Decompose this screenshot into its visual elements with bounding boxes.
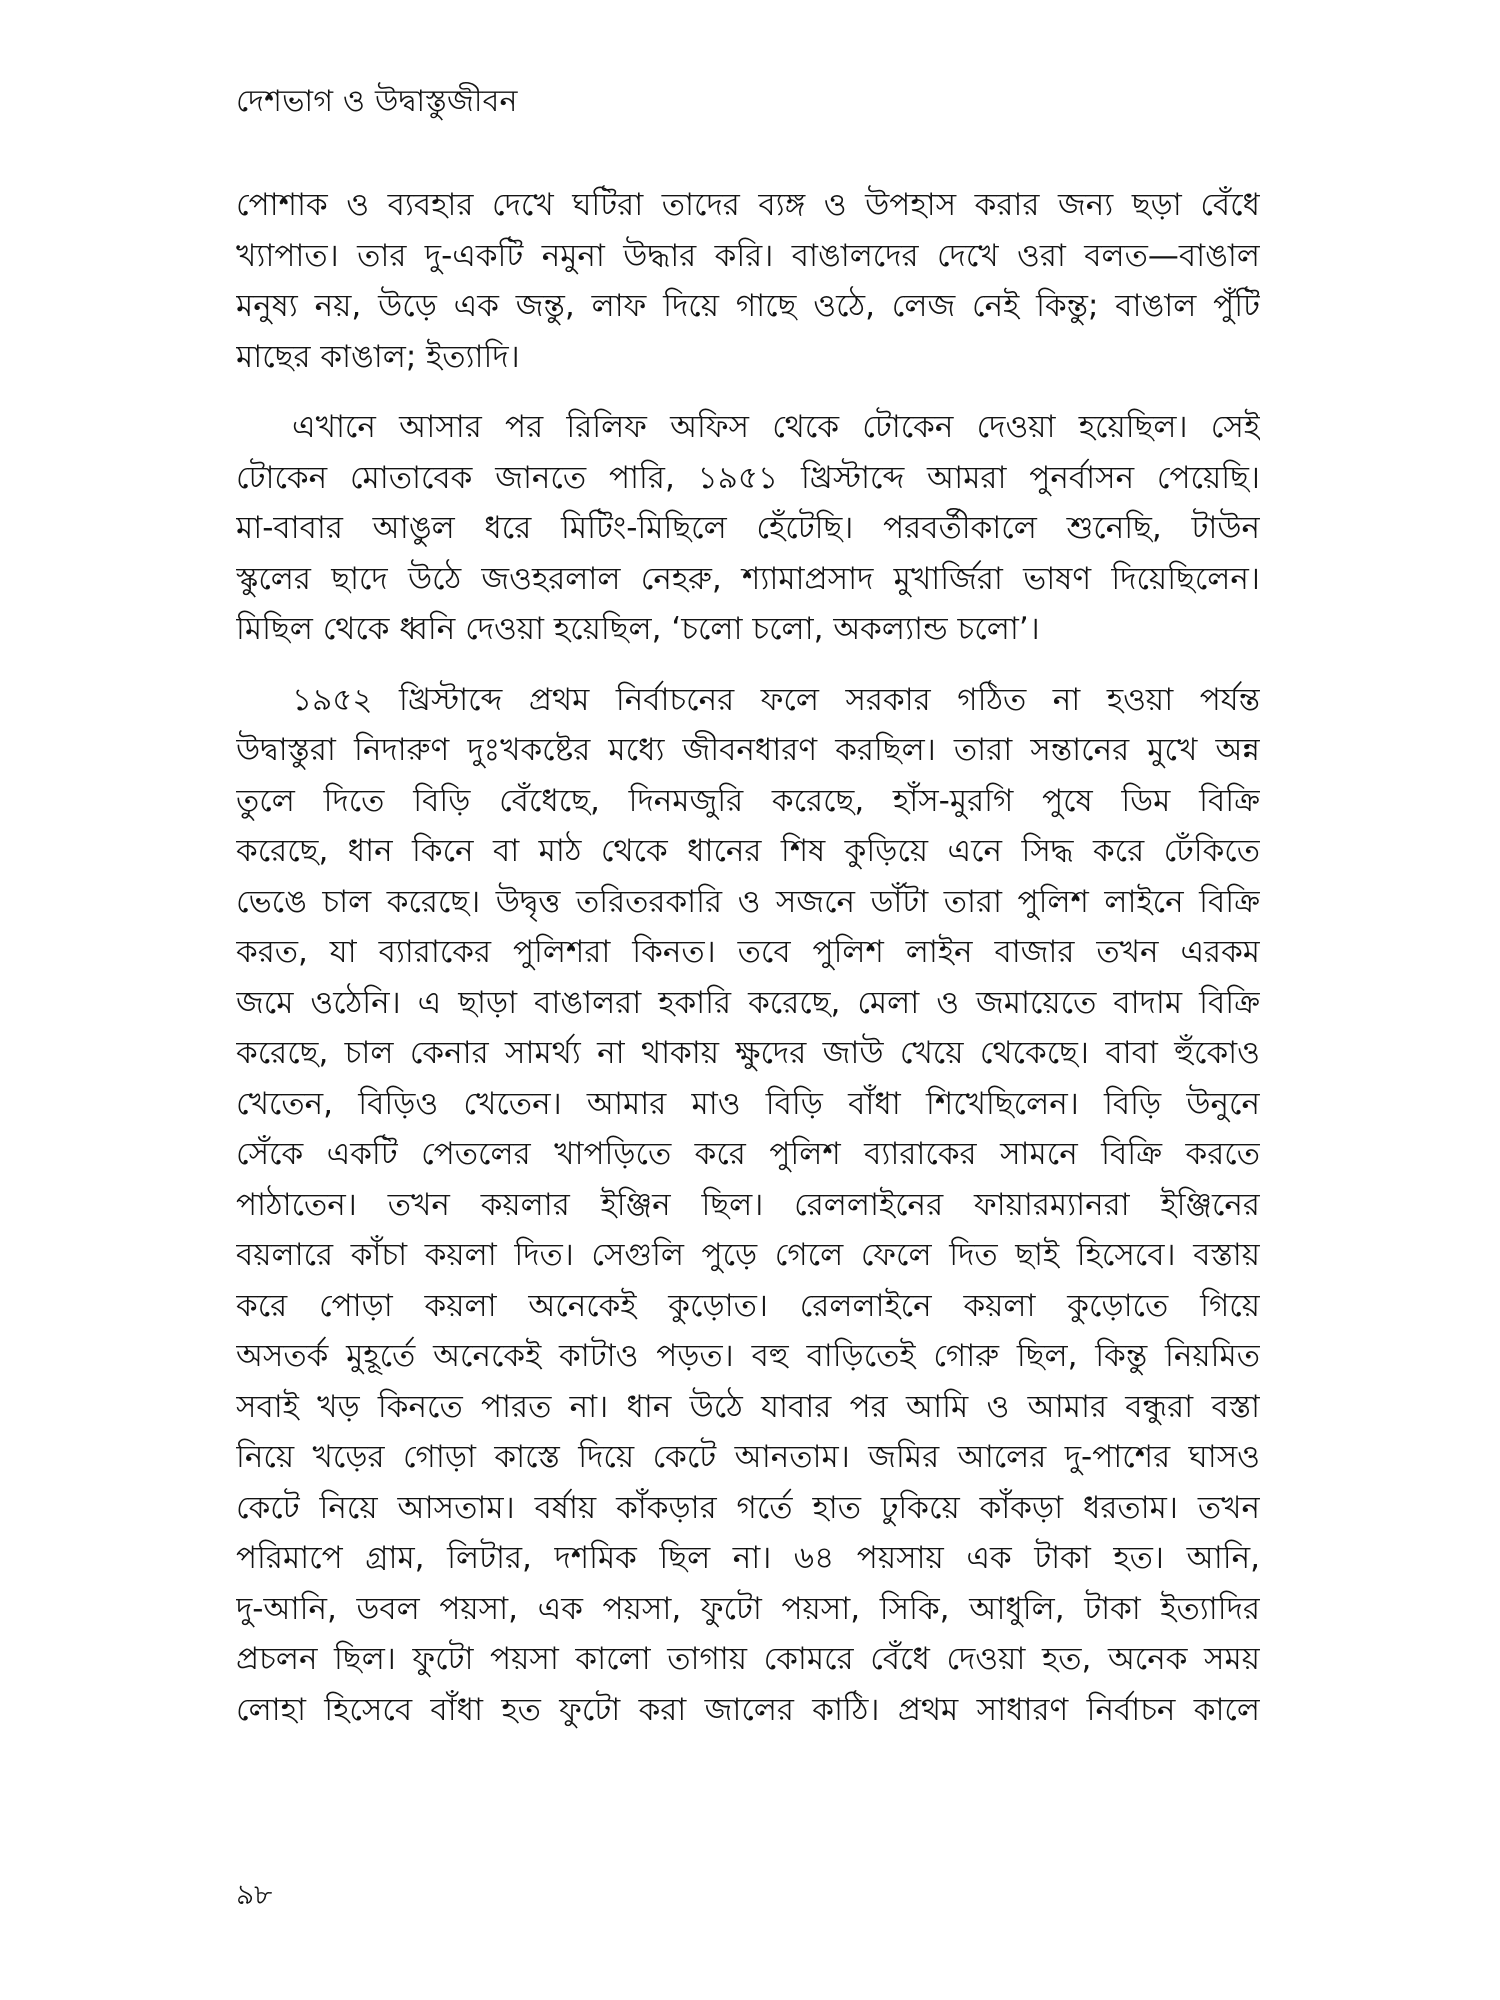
text-line: পরিমাপে গ্রাম, লিটার, দশমিক ছিল না। ৬৪ পয়সায় এক টাকা হত। আনি, [236,1540,1260,1576]
text-line: লোহা হিসেবে বাঁধা হত ফুটো করা জালের কাঠি। প্রথম সাধারণ নির্বাচন কালে [236,1691,1260,1728]
text-line: করত, যা ব্যারাকের পুলিশরা কিনত। তবে পুলিশ লাইন বাজার তখন এরকম [236,934,1260,970]
text-line: খেতেন, বিড়িও খেতেন। আমার মাও বিড়ি বাঁধা শিখেছিলেন। বিড়ি উনুনে [236,1085,1260,1122]
text-line: এখানে আসার পর রিলিফ অফিস থেকে টোকেন দেওয়া হয়েছিল। সেই [292,409,1260,445]
text-line: বয়লারে কাঁচা কয়লা দিত। সেগুলি পুড়ে গেলে ফেলে দিত ছাই হিসেবে। বস্তায় [236,1237,1260,1273]
text-line: দু-আনি, ডবল পয়সা, এক পয়সা, ফুটো পয়সা, সিকি, আধুলি, টাকা ইত্যাদির [236,1590,1260,1627]
text-line: করে পোড়া কয়লা অনেকেই কুড়োত। রেললাইনে কয়লা কুড়োতে গিয়ে [236,1287,1260,1324]
text-line: মাছের কাঙাল; ইত্যাদি। [236,338,520,375]
text-line: কেটে নিয়ে আসতাম। বর্ষায় কাঁকড়ার গর্তে হাত ঢুকিয়ে কাঁকড়া ধরতাম। তখন [236,1489,1260,1526]
text-line: সেঁকে একটি পেতলের খাপড়িতে করে পুলিশ ব্যারাকের সামনে বিক্রি করতে [236,1136,1260,1172]
text-line: প্রচলন ছিল। ফুটো পয়সা কালো তাগায় কোমরে বেঁধে দেওয়া হত, অনেক সময় [236,1641,1260,1677]
text-line: পাঠাতেন। তখন কয়লার ইঞ্জিন ছিল। রেললাইনের ফায়ারম্যানরা ইঞ্জিনের [236,1186,1260,1223]
paragraph-3 [236,675,1260,1736]
text-line: মা-বাবার আঙুল ধরে মিটিং-মিছিলে হেঁটেছি। পরবর্তীকালে শুনেছি, টাউন [236,510,1260,546]
text-line: তুলে দিতে বিড়ি বেঁধেছে, দিনমজুরি করেছে, হাঁস-মুরগি পুষে ডিম বিক্রি [236,782,1260,819]
running-head: দেশভাগ ও উদ্বাস্তুজীবন [236,84,518,119]
text-line: টোকেন মোতাবেক জানতে পারি, ১৯৫১ খ্রিস্টাব্দে আমরা পুনর্বাসন পেয়েছি। [236,459,1260,496]
text-line: ভেঙে চাল করেছে। উদ্বৃত্ত তরিতরকারি ও সজনে ডাঁটা তারা পুলিশ লাইনে বিক্রি [236,883,1260,920]
text-line: স্কুলের ছাদে উঠে জওহরলাল নেহরু, শ্যামাপ্রসাদ মুখার্জিরা ভাষণ দিয়েছিলেন। [236,560,1260,597]
text-line: জমে ওঠেনি। এ ছাড়া বাঙালরা হকারি করেছে, মেলা ও জমায়েতে বাদাম বিক্রি [236,984,1260,1021]
text-line: উদ্বাস্তুরা নিদারুণ দুঃখকষ্টের মধ্যে জীবনধারণ করছিল। তারা সন্তানের মুখে অন্ন [236,732,1260,768]
text-line: করেছে, চাল কেনার সামর্থ্য না থাকায় ক্ষুদের জাউ খেয়ে থেকেছে। বাবা হুঁকোও [236,1035,1260,1071]
text-line: খ্যাপাত। তার দু-একটি নমুনা উদ্ধার করি। বাঙালদের দেখে ওরা বলত—বাঙাল [236,237,1260,274]
text-line: করেছে, ধান কিনে বা মাঠ থেকে ধানের শিষ কুড়িয়ে এনে সিদ্ধ করে ঢেঁকিতে [236,833,1260,869]
paragraph-gap [236,382,1260,402]
text-line: মনুষ্য নয়, উড়ে এক জন্তু, লাফ দিয়ে গাছে ওঠে, লেজ নেই কিন্তু; বাঙাল পুঁটি [236,288,1260,324]
text-line: মিছিল থেকে ধ্বনি দেওয়া হয়েছিল, ‘চলো চলো, অকল্যান্ড চলো’। [236,611,1040,647]
body-text [236,180,1260,1735]
paragraph-gap [236,655,1260,675]
page-number: ৯৮ [236,1878,273,1911]
paragraph-2 [236,402,1260,655]
paragraph-1 [236,180,1260,382]
text-line: ১৯৫২ খ্রিস্টাব্দে প্রথম নির্বাচনের ফলে সরকার গঠিত না হওয়া পর্যন্ত [292,681,1260,718]
text-line: পোশাক ও ব্যবহার দেখে ঘটিরা তাদের ব্যঙ্গ ও উপহাস করার জন্য ছড়া বেঁধে [236,187,1260,223]
text-line: নিয়ে খড়ের গোড়া কাস্তে দিয়ে কেটে আনতাম। জমির আলের দু-পাশের ঘাসও [236,1439,1260,1475]
text-line: সবাই খড় কিনতে পারত না। ধান উঠে যাবার পর আমি ও আমার বন্ধুরা বস্তা [236,1388,1260,1425]
text-line: অসতর্ক মুহূর্তে অনেকেই কাটাও পড়ত। বহু বাড়িতেই গোরু ছিল, কিন্তু নিয়মিত [236,1338,1260,1374]
